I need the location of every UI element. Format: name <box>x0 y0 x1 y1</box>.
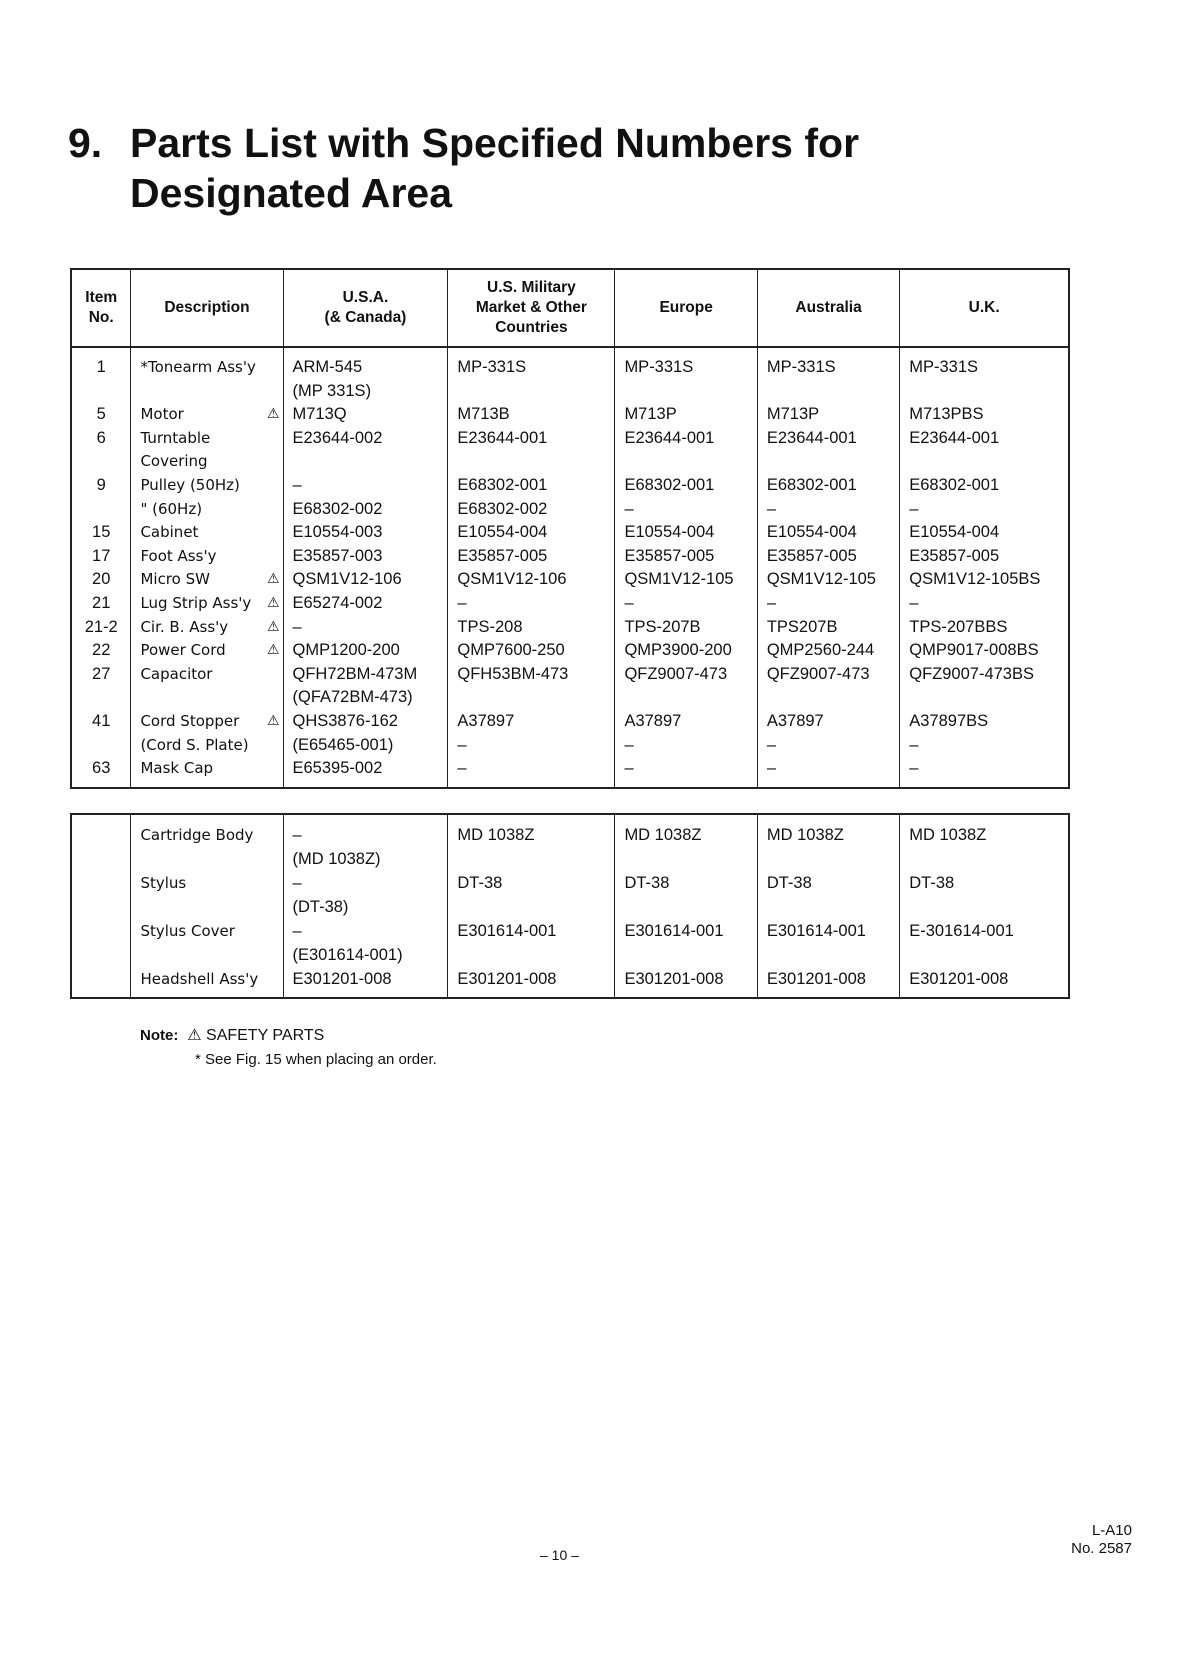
europe-part: E68302-001 <box>615 474 757 498</box>
description: *Tonearm Ass'y <box>140 358 256 376</box>
warning-icon: ⚠ <box>266 642 280 659</box>
note-label: Note: <box>140 1027 179 1044</box>
item-number: 9 <box>71 474 131 498</box>
europe-part: E10554-004 <box>615 521 757 545</box>
warning-icon: ⚠ <box>187 1027 202 1044</box>
australia-part: E23644-001 <box>757 427 899 451</box>
table-row <box>71 663 1069 687</box>
description: Headshell Ass'y <box>131 967 283 998</box>
military-part: TPS-208 <box>448 616 615 640</box>
uk-part: – <box>900 592 1069 616</box>
cartridge-table <box>70 813 1070 999</box>
usa-part <box>283 450 448 474</box>
military-part: – <box>448 592 615 616</box>
description-cell <box>131 347 283 380</box>
usa-part: QHS3876-162 <box>283 710 448 734</box>
table-row <box>71 592 1069 616</box>
table-row <box>71 814 1069 847</box>
military-part <box>448 895 615 919</box>
table-row <box>71 616 1069 640</box>
uk-part: E301201-008 <box>900 967 1069 998</box>
uk-part: QFZ9007-473BS <box>900 663 1069 687</box>
header-military: U.S. Military Market & Other Countries <box>448 269 615 347</box>
warning-icon: ⚠ <box>266 406 280 423</box>
australia-part <box>757 943 899 967</box>
description-cell <box>131 545 283 569</box>
europe-part: E35857-005 <box>615 545 757 569</box>
military-part: – <box>448 734 615 758</box>
note <box>140 1025 437 1068</box>
usa-part: – <box>283 871 448 895</box>
military-part: E35857-005 <box>448 545 615 569</box>
usa-part: – <box>283 474 448 498</box>
europe-part <box>615 686 757 710</box>
usa-part: (E65465-001) <box>283 734 448 758</box>
header-australia: Australia <box>757 269 899 347</box>
usa-part: (MD 1038Z) <box>283 847 448 871</box>
australia-part: – <box>757 498 899 522</box>
table-row <box>71 545 1069 569</box>
description: (Cord S. Plate) <box>140 735 249 754</box>
description-cell <box>131 710 283 734</box>
table-row <box>71 474 1069 498</box>
australia-part: E10554-004 <box>757 521 899 545</box>
description: Motor <box>140 405 184 424</box>
military-part: MP-331S <box>448 347 615 380</box>
page-number: – 10 – <box>540 1547 579 1563</box>
table-row <box>71 757 1069 788</box>
europe-part: M713P <box>615 403 757 427</box>
item-number <box>71 871 131 895</box>
usa-part: E35857-003 <box>283 545 448 569</box>
australia-part: TPS207B <box>757 616 899 640</box>
model-code: L-A10 <box>1091 1522 1132 1539</box>
australia-part: QFZ9007-473 <box>757 663 899 687</box>
europe-part <box>615 380 757 404</box>
description-cell <box>131 734 283 758</box>
europe-part: E23644-001 <box>615 427 757 451</box>
usa-part: – <box>283 616 448 640</box>
parts-table <box>70 268 1070 789</box>
uk-part <box>900 943 1069 967</box>
description: Pulley (50Hz) <box>140 475 240 494</box>
europe-part <box>615 943 757 967</box>
australia-part <box>757 686 899 710</box>
military-part <box>448 450 615 474</box>
europe-part: – <box>615 734 757 758</box>
item-number: 41 <box>71 710 131 734</box>
description-cell <box>131 616 283 640</box>
uk-part <box>900 686 1069 710</box>
europe-part: E301614-001 <box>615 919 757 943</box>
table-row <box>71 967 1069 998</box>
australia-part: – <box>757 757 899 788</box>
europe-part <box>615 450 757 474</box>
military-part: E23644-001 <box>448 427 615 451</box>
title-line-2: Designated Area <box>130 170 453 216</box>
military-part: E301201-008 <box>448 967 615 998</box>
item-number <box>71 686 131 710</box>
item-number: 1 <box>71 347 131 380</box>
military-part <box>448 847 615 871</box>
description <box>131 895 283 919</box>
item-number <box>71 498 131 522</box>
header-europe: Europe <box>615 269 757 347</box>
military-part <box>448 686 615 710</box>
item-number: 20 <box>71 568 131 592</box>
description: Cartridge Body <box>131 814 283 847</box>
military-part: DT-38 <box>448 871 615 895</box>
military-part: A37897 <box>448 710 615 734</box>
description: Lug Strip Ass'y <box>140 593 252 612</box>
document-number: No. 2587 <box>1071 1540 1132 1557</box>
warning-icon: ⚠ <box>266 594 280 611</box>
item-number <box>71 919 131 943</box>
item-number: 63 <box>71 757 131 788</box>
table-row <box>71 380 1069 404</box>
europe-part: MP-331S <box>615 347 757 380</box>
europe-part: QMP3900-200 <box>615 639 757 663</box>
description-cell <box>131 380 283 404</box>
usa-part: (DT-38) <box>283 895 448 919</box>
description: Foot Ass'y <box>140 546 217 565</box>
cartridge-table-body <box>71 814 1069 998</box>
warning-icon: ⚠ <box>266 618 280 635</box>
table-row <box>71 450 1069 474</box>
military-part: MD 1038Z <box>448 814 615 847</box>
description: Power Cord <box>140 641 226 660</box>
table-row <box>71 427 1069 451</box>
item-number: 17 <box>71 545 131 569</box>
description: Stylus <box>131 871 283 895</box>
header-item-no: Item No. <box>71 269 131 347</box>
australia-part: M713P <box>757 403 899 427</box>
usa-part: E301201-008 <box>283 967 448 998</box>
item-number: 22 <box>71 639 131 663</box>
table-row <box>71 919 1069 943</box>
australia-part: – <box>757 592 899 616</box>
military-part: E68302-001 <box>448 474 615 498</box>
uk-part: – <box>900 498 1069 522</box>
uk-part <box>900 847 1069 871</box>
europe-part: TPS-207B <box>615 616 757 640</box>
uk-part: QMP9017-008BS <box>900 639 1069 663</box>
note-see-fig: * See Fig. 15 when placing an order. <box>195 1051 437 1068</box>
australia-part: E301201-008 <box>757 967 899 998</box>
header-usa: U.S.A. (& Canada) <box>283 269 448 347</box>
europe-part: A37897 <box>615 710 757 734</box>
description: Cir. B. Ass'y <box>140 617 229 636</box>
description <box>131 847 283 871</box>
table-row <box>71 847 1069 871</box>
item-number <box>71 734 131 758</box>
table-row <box>71 710 1069 734</box>
page-title <box>68 118 859 218</box>
description-cell <box>131 403 283 427</box>
table-row <box>71 521 1069 545</box>
australia-part: A37897 <box>757 710 899 734</box>
document-code <box>1071 1522 1132 1558</box>
usa-part: E23644-002 <box>283 427 448 451</box>
table-row <box>71 686 1069 710</box>
table-row <box>71 347 1069 380</box>
table-row <box>71 403 1069 427</box>
usa-part: M713Q <box>283 403 448 427</box>
australia-part: QMP2560-244 <box>757 639 899 663</box>
europe-part <box>615 847 757 871</box>
military-part <box>448 380 615 404</box>
item-number <box>71 450 131 474</box>
description: Stylus Cover <box>131 919 283 943</box>
uk-part: M713PBS <box>900 403 1069 427</box>
description: Cord Stopper <box>140 711 240 730</box>
australia-part: MD 1038Z <box>757 814 899 847</box>
australia-part: DT-38 <box>757 871 899 895</box>
usa-part: (MP 331S) <box>283 380 448 404</box>
usa-part: E68302-002 <box>283 498 448 522</box>
europe-part: DT-38 <box>615 871 757 895</box>
table-row <box>71 895 1069 919</box>
military-part <box>448 943 615 967</box>
military-part: QSM1V12-106 <box>448 568 615 592</box>
australia-part: QSM1V12-105 <box>757 568 899 592</box>
description-cell <box>131 450 283 474</box>
uk-part: E23644-001 <box>900 427 1069 451</box>
description-cell <box>131 757 283 788</box>
uk-part: E35857-005 <box>900 545 1069 569</box>
uk-part: DT-38 <box>900 871 1069 895</box>
table-row <box>71 639 1069 663</box>
item-number <box>71 895 131 919</box>
uk-part <box>900 380 1069 404</box>
item-number: 21-2 <box>71 616 131 640</box>
usa-part: E10554-003 <box>283 521 448 545</box>
description-cell <box>131 498 283 522</box>
uk-part: TPS-207BBS <box>900 616 1069 640</box>
usa-part: E65395-002 <box>283 757 448 788</box>
uk-part: QSM1V12-105BS <box>900 568 1069 592</box>
usa-part: QMP1200-200 <box>283 639 448 663</box>
europe-part <box>615 895 757 919</box>
parts-table-body <box>71 347 1069 788</box>
description-cell <box>131 592 283 616</box>
usa-part: – <box>283 919 448 943</box>
title-line-1: Parts List with Specified Numbers for <box>130 120 860 166</box>
description: Capacitor <box>140 664 213 683</box>
australia-part <box>757 895 899 919</box>
usa-part: (QFA72BM-473) <box>283 686 448 710</box>
australia-part <box>757 847 899 871</box>
item-number: 15 <box>71 521 131 545</box>
usa-part: (E301614-001) <box>283 943 448 967</box>
uk-part: – <box>900 757 1069 788</box>
header-row <box>71 269 1069 347</box>
description: Micro SW <box>140 570 210 589</box>
uk-part: – <box>900 734 1069 758</box>
uk-part <box>900 450 1069 474</box>
item-number <box>71 943 131 967</box>
description-cell <box>131 686 283 710</box>
description-cell <box>131 521 283 545</box>
usa-part: E65274-002 <box>283 592 448 616</box>
uk-part <box>900 895 1069 919</box>
military-part: E68302-002 <box>448 498 615 522</box>
table-row <box>71 498 1069 522</box>
australia-part <box>757 380 899 404</box>
military-part: M713B <box>448 403 615 427</box>
europe-part: MD 1038Z <box>615 814 757 847</box>
australia-part <box>757 450 899 474</box>
item-number <box>71 847 131 871</box>
europe-part: – <box>615 757 757 788</box>
header-uk: U.K. <box>900 269 1069 347</box>
military-part: QFH53BM-473 <box>448 663 615 687</box>
table-row <box>71 568 1069 592</box>
europe-part: – <box>615 592 757 616</box>
note-safety-parts: SAFETY PARTS <box>206 1027 325 1044</box>
description: Mask Cap <box>140 759 214 778</box>
header-description: Description <box>131 269 283 347</box>
usa-part: – <box>283 814 448 847</box>
item-number <box>71 380 131 404</box>
military-part: QMP7600-250 <box>448 639 615 663</box>
description: " (60Hz) <box>140 499 203 518</box>
description <box>131 943 283 967</box>
europe-part: – <box>615 498 757 522</box>
warning-icon: ⚠ <box>266 571 280 588</box>
description-cell <box>131 639 283 663</box>
uk-part: MD 1038Z <box>900 814 1069 847</box>
warning-icon: ⚠ <box>266 712 280 729</box>
item-number: 5 <box>71 403 131 427</box>
description: Cabinet <box>140 523 199 542</box>
item-number: 6 <box>71 427 131 451</box>
uk-part: E-301614-001 <box>900 919 1069 943</box>
uk-part: E10554-004 <box>900 521 1069 545</box>
description: Turntable <box>140 428 211 447</box>
item-number: 27 <box>71 663 131 687</box>
usa-part: QFH72BM-473M <box>283 663 448 687</box>
australia-part: E35857-005 <box>757 545 899 569</box>
uk-part: A37897BS <box>900 710 1069 734</box>
table-row <box>71 734 1069 758</box>
item-number <box>71 814 131 847</box>
table-row <box>71 871 1069 895</box>
uk-part: E68302-001 <box>900 474 1069 498</box>
description-cell <box>131 474 283 498</box>
australia-part: MP-331S <box>757 347 899 380</box>
description-cell <box>131 663 283 687</box>
military-part: E301614-001 <box>448 919 615 943</box>
usa-part: ARM-545 <box>283 347 448 380</box>
australia-part: E301614-001 <box>757 919 899 943</box>
uk-part: MP-331S <box>900 347 1069 380</box>
military-part: E10554-004 <box>448 521 615 545</box>
section-number: 9. <box>68 120 103 166</box>
europe-part: QFZ9007-473 <box>615 663 757 687</box>
military-part: – <box>448 757 615 788</box>
item-number <box>71 967 131 998</box>
australia-part: E68302-001 <box>757 474 899 498</box>
table-row <box>71 943 1069 967</box>
description-cell <box>131 427 283 451</box>
description-cell <box>131 568 283 592</box>
description: Covering <box>140 452 208 471</box>
australia-part: – <box>757 734 899 758</box>
item-number: 21 <box>71 592 131 616</box>
europe-part: E301201-008 <box>615 967 757 998</box>
usa-part: QSM1V12-106 <box>283 568 448 592</box>
europe-part: QSM1V12-105 <box>615 568 757 592</box>
